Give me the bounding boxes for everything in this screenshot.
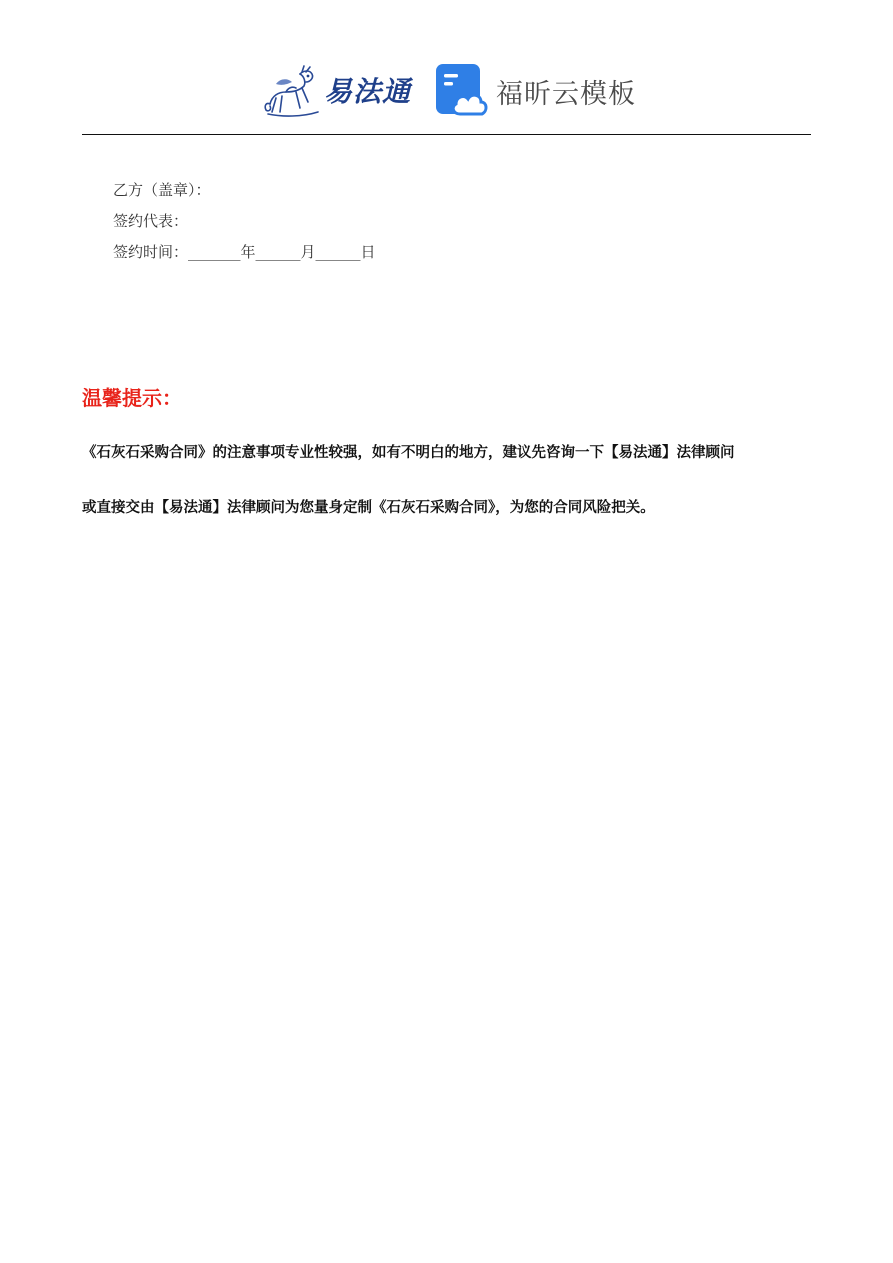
- foxit-brand-name: 福昕云模板: [496, 78, 636, 110]
- qilin-mascot-icon: [262, 62, 322, 118]
- foxit-cloud-template-logo: [436, 64, 636, 118]
- signing-date-field: 签约时间：_______年______月______日: [113, 243, 376, 261]
- warm-tip-body: [82, 430, 811, 540]
- cloud-document-icon: [436, 64, 488, 118]
- party-b-seal-label: 乙方（盖章）：: [113, 181, 211, 199]
- yifatong-brand-name: 易法通: [324, 75, 412, 108]
- header-divider: [82, 134, 811, 135]
- yifatong-logo: [262, 62, 411, 118]
- representative-label: 签约代表：: [113, 212, 189, 230]
- signature-block: [113, 175, 376, 268]
- warm-tip-title: 温馨提示：: [82, 386, 182, 410]
- tip-line: 或直接交由【易法通】法律顾问为您量身定制《石灰石采购合同》，为您的合同风险把关。: [82, 499, 655, 516]
- page-header: [0, 0, 893, 136]
- tip-line: 《石灰石采购合同》的注意事项专业性较强，如有不明白的地方，建议先咨询一下【易法通】法律顾问: [82, 444, 735, 461]
